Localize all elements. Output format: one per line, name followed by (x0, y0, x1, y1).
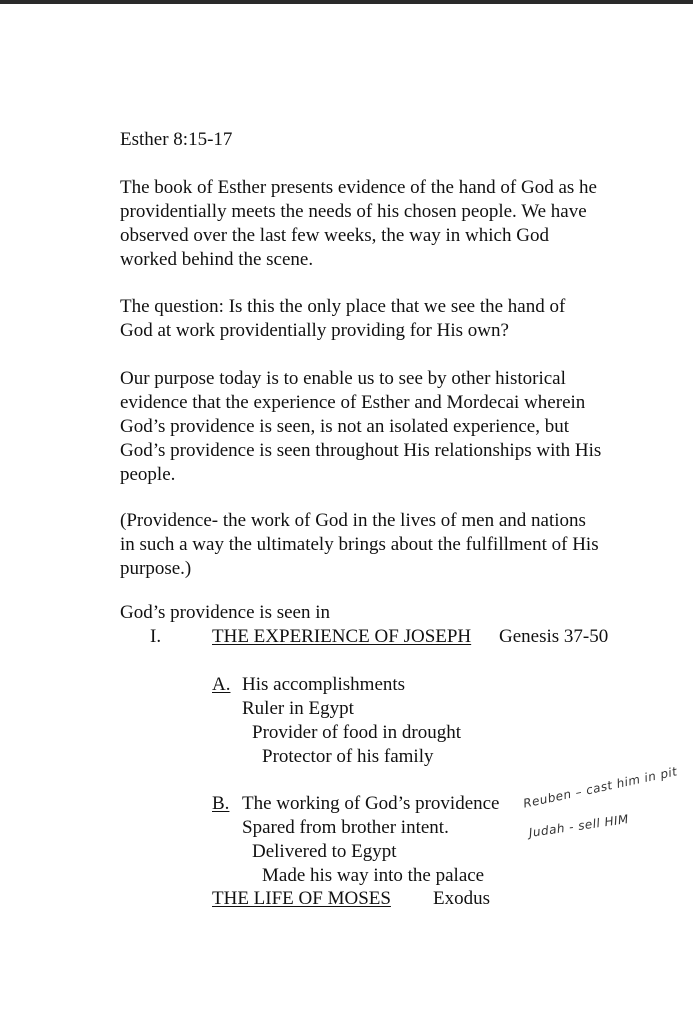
handwritten-note: Reuben – cast him in pit (522, 764, 679, 811)
next-section-title: THE LIFE OF MOSES (212, 888, 391, 909)
section-reference: Genesis 37-50 (499, 626, 609, 647)
subpoint-item: Provider of food in drought (252, 722, 461, 743)
purpose-line: evidence that the experience of Esther and Mordecai wherein (120, 392, 586, 413)
subpoint-letter: B. (212, 793, 230, 814)
definition-line: (Providence- the work of God in the lives of men and nations (120, 510, 586, 531)
subpoint-item: Spared from brother intent. (242, 817, 449, 838)
scripture-heading: Esther 8:15-17 (120, 129, 233, 150)
subpoint-title: The working of God’s providence (242, 793, 500, 814)
intro-line: observed over the last few weeks, the way in which God (120, 225, 549, 246)
purpose-line: God’s providence is seen, is not an isolated experience, but (120, 416, 570, 437)
handwritten-note: Judah - sell HIM (528, 811, 630, 840)
subpoint-item: Made his way into the palace (262, 865, 485, 886)
definition-line: in such a way the ultimately brings about the fulfillment of His (120, 534, 599, 555)
next-section-reference: Exodus (433, 888, 490, 909)
subpoint-item: Delivered to Egypt (252, 841, 397, 862)
intro-line: providentially meets the needs of his chosen people. We have (120, 201, 587, 222)
intro-line: The book of Esther presents evidence of the hand of God as he (120, 177, 597, 198)
lead-in: God’s providence is seen in (120, 602, 331, 623)
question-line: God at work providentially providing for His own? (120, 320, 509, 341)
roman-numeral: I. (150, 626, 162, 647)
intro-line: worked behind the scene. (120, 249, 314, 270)
purpose-line: people. (120, 464, 176, 485)
subpoint-title: His accomplishments (242, 674, 406, 695)
purpose-line: Our purpose today is to enable us to see by other historical (120, 368, 566, 389)
section-title: THE EXPERIENCE OF JOSEPH (212, 626, 472, 647)
subpoint-item: Ruler in Egypt (242, 698, 354, 719)
purpose-line: God’s providence is seen throughout His relationships with His (120, 440, 602, 461)
definition-line: purpose.) (120, 558, 192, 579)
question-line: The question: Is this the only place that we see the hand of (120, 296, 566, 317)
subpoint-item: Protector of his family (262, 746, 434, 767)
subpoint-letter: A. (212, 674, 231, 695)
